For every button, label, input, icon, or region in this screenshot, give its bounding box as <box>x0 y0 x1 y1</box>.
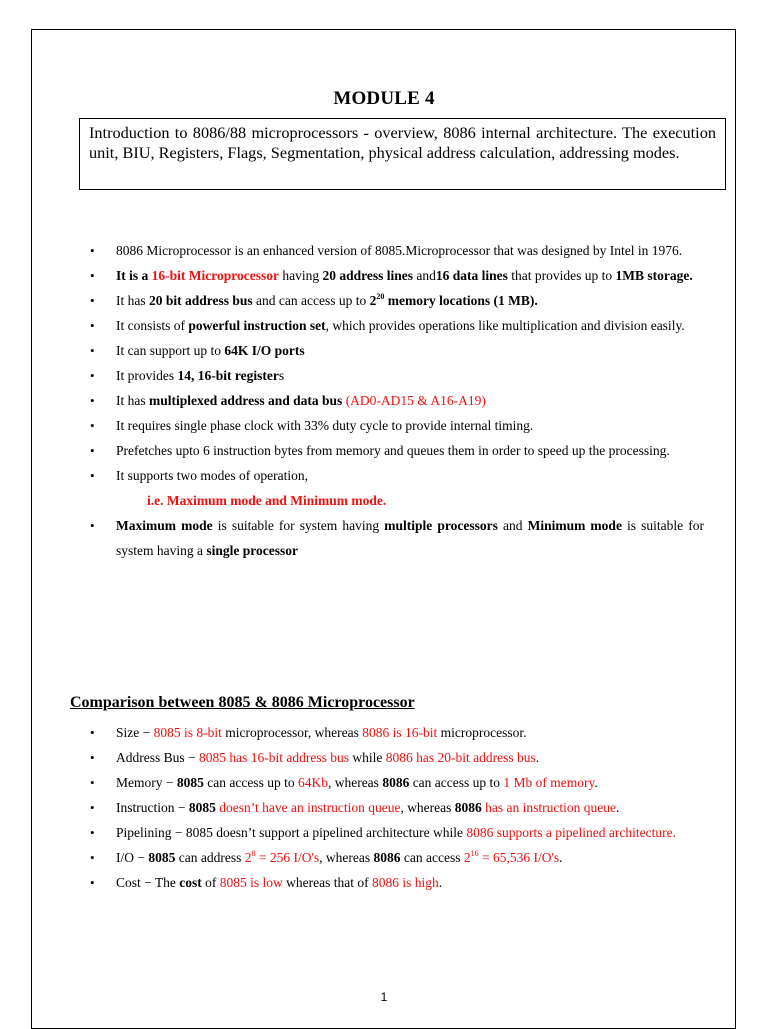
list-item: • It is a 16-bit Microprocessor having 20 address lines and16 data lines that provides up to 1MB storage. <box>90 263 704 288</box>
page-number: 1 <box>380 990 388 1004</box>
comparison-list <box>90 720 704 895</box>
bullet-icon: • <box>90 343 95 358</box>
list-item: • It provides 14, 16-bit registers <box>90 363 704 388</box>
bullet-icon: • <box>90 518 95 533</box>
list-item: • It has multiplexed address and data bus (AD0-AD15 & A16-A19) <box>90 388 704 413</box>
list-item: • Prefetches upto 6 instruction bytes from memory and queues them in order to speed up the processing. <box>90 438 704 463</box>
bullet-icon: • <box>90 293 95 308</box>
bullet-icon: • <box>90 243 95 258</box>
bullet-icon: • <box>90 318 95 333</box>
list-item: • Pipelining − 8085 doesn’t support a pipelined architecture while 8086 supports a pipelined architecture. <box>90 820 704 845</box>
list-item: • 8086 Microprocessor is an enhanced version of 8085.Microprocessor that was designed by Intel in 1976. <box>90 238 704 263</box>
section-heading: Comparison between 8085 & 8086 Microprocessor <box>70 694 415 711</box>
list-item: • It has 20 bit address bus and can access up to $2^{20}$ memory locations (1 MB). <box>90 288 704 313</box>
list-item: • It supports two modes of operation, <box>90 463 704 488</box>
list-item: • Size − 8085 is 8-bit microprocessor, whereas 8086 is 16-bit microprocessor. <box>90 720 704 745</box>
module-title: MODULE 4 <box>333 88 435 109</box>
intro-box: Introduction to 8086/88 microprocessors - overview, 8086 internal architecture. The execution unit, BIU, Registers, Flags, Segmentation, physical address calculation, addressing modes. <box>79 118 726 190</box>
list-item: • Maximum mode is suitable for system having multiple processors and Minimum mode is suitable for system having a single processor <box>90 513 704 563</box>
list-subitem: i.e. Maximum mode and Minimum mode. <box>147 493 387 508</box>
bullet-icon: • <box>90 443 95 458</box>
bullet-icon: • <box>90 775 95 790</box>
bullet-icon: • <box>90 750 95 765</box>
feature-list <box>90 238 704 563</box>
list-item: • Cost − The cost of 8085 is low whereas that of 8086 is high. <box>90 870 704 895</box>
bullet-icon: • <box>90 268 95 283</box>
list-item: • It consists of powerful instruction set, which provides operations like multiplication and division easily. <box>90 313 704 338</box>
list-item: • Memory − 8085 can access up to 64Kb, whereas 8086 can access up to 1 Mb of memory. <box>90 770 704 795</box>
bullet-icon: • <box>90 850 95 865</box>
bullet-icon: • <box>90 825 95 840</box>
bullet-icon: • <box>90 875 95 890</box>
list-item: • It can support up to 64K I/O ports <box>90 338 704 363</box>
list-item: • Address Bus − 8085 has 16-bit address bus while 8086 has 20-bit address bus. <box>90 745 704 770</box>
list-item: • I/O − 8085 can address $2^8 = 256$ I/O's, whereas 8086 can access $2^{16} = 65,536$ I/O's. <box>90 845 704 870</box>
list-item: • It requires single phase clock with 33% duty cycle to provide internal timing. <box>90 413 704 438</box>
bullet-icon: • <box>90 368 95 383</box>
list-item: • Instruction − 8085 doesn’t have an instruction queue, whereas 8086 has an instruction queue. <box>90 795 704 820</box>
bullet-icon: • <box>90 393 95 408</box>
bullet-icon: • <box>90 468 95 483</box>
bullet-icon: • <box>90 800 95 815</box>
bullet-icon: • <box>90 725 95 740</box>
bullet-icon: • <box>90 418 95 433</box>
